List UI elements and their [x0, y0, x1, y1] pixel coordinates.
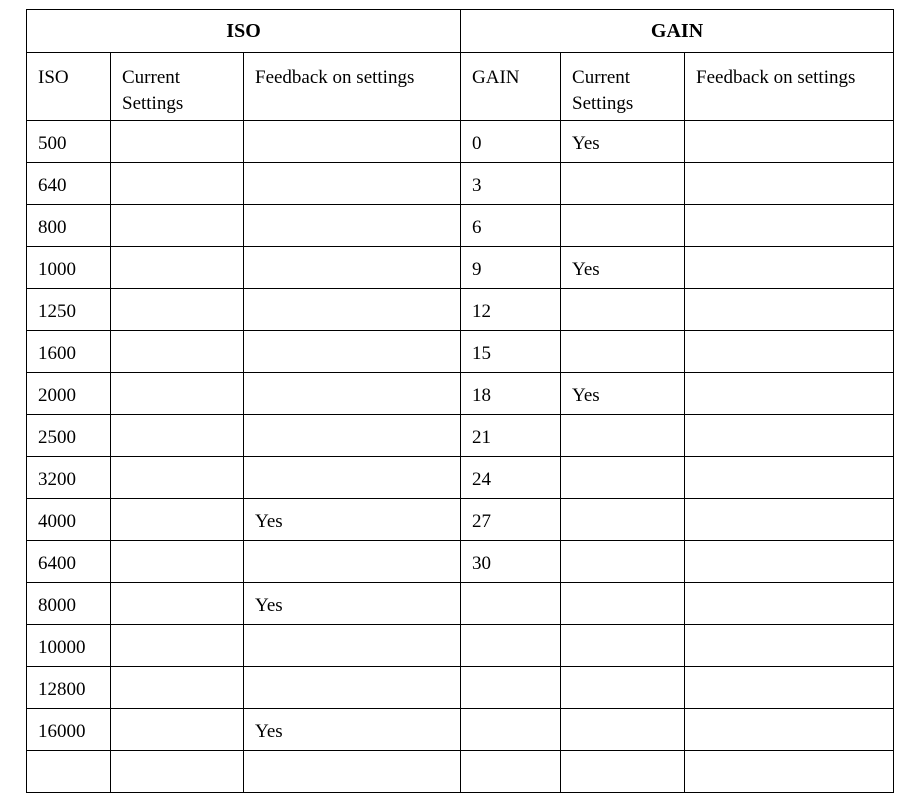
iso-current-settings-cell: [111, 499, 244, 541]
iso-current-settings-cell: [111, 709, 244, 751]
group-header-row: [27, 10, 894, 53]
gain-feedback-cell: [685, 709, 894, 751]
column-header-row: [27, 53, 894, 121]
iso-current-settings-cell: [111, 331, 244, 373]
gain-current-settings-cell: Yes: [561, 373, 685, 415]
gain-feedback-cell: [685, 373, 894, 415]
gain-current-settings-cell: [561, 709, 685, 751]
gain-feedback-cell: [685, 121, 894, 163]
gain-current-settings-cell: [561, 415, 685, 457]
iso-current-settings-cell: [111, 583, 244, 625]
iso-value-cell: 640: [27, 163, 111, 205]
iso-current-settings-cell: [111, 667, 244, 709]
gain-current-settings-cell: [561, 163, 685, 205]
gain-value-cell: 0: [461, 121, 561, 163]
column-header-iso-current-settings: Current Settings: [111, 53, 244, 121]
gain-current-settings-cell: [561, 499, 685, 541]
gain-value-cell: [461, 583, 561, 625]
column-header-iso: ISO: [27, 53, 111, 121]
gain-feedback-cell: [685, 415, 894, 457]
column-header-gain: GAIN: [461, 53, 561, 121]
table-row: [27, 457, 894, 499]
gain-group-header: GAIN: [461, 10, 894, 53]
gain-current-settings-cell: [561, 457, 685, 499]
gain-current-settings-cell: [561, 751, 685, 793]
gain-value-cell: 27: [461, 499, 561, 541]
table-row: [27, 667, 894, 709]
table-row: [27, 751, 894, 793]
gain-value-cell: 6: [461, 205, 561, 247]
iso-feedback-cell: Yes: [244, 709, 461, 751]
iso-feedback-cell: [244, 247, 461, 289]
gain-feedback-cell: [685, 583, 894, 625]
iso-feedback-cell: [244, 457, 461, 499]
gain-feedback-cell: [685, 667, 894, 709]
iso-value-cell: 6400: [27, 541, 111, 583]
iso-feedback-cell: [244, 205, 461, 247]
iso-feedback-cell: [244, 751, 461, 793]
gain-value-cell: 12: [461, 289, 561, 331]
table-row: [27, 163, 894, 205]
iso-value-cell: [27, 751, 111, 793]
gain-value-cell: 30: [461, 541, 561, 583]
table-row: [27, 331, 894, 373]
gain-current-settings-cell: [561, 583, 685, 625]
iso-feedback-cell: [244, 541, 461, 583]
gain-value-cell: 18: [461, 373, 561, 415]
gain-feedback-cell: [685, 625, 894, 667]
table-row: [27, 205, 894, 247]
gain-value-cell: 24: [461, 457, 561, 499]
iso-feedback-cell: [244, 289, 461, 331]
iso-value-cell: 800: [27, 205, 111, 247]
gain-current-settings-cell: [561, 667, 685, 709]
iso-value-cell: 1250: [27, 289, 111, 331]
gain-feedback-cell: [685, 499, 894, 541]
iso-feedback-cell: [244, 415, 461, 457]
table-row: [27, 121, 894, 163]
table-row: [27, 709, 894, 751]
iso-feedback-cell: Yes: [244, 499, 461, 541]
gain-current-settings-cell: Yes: [561, 247, 685, 289]
iso-current-settings-cell: [111, 415, 244, 457]
iso-current-settings-cell: [111, 751, 244, 793]
table-row: [27, 541, 894, 583]
gain-value-cell: [461, 625, 561, 667]
gain-feedback-cell: [685, 289, 894, 331]
gain-value-cell: [461, 751, 561, 793]
gain-value-cell: 3: [461, 163, 561, 205]
table-row: [27, 247, 894, 289]
gain-value-cell: 9: [461, 247, 561, 289]
table-row: [27, 583, 894, 625]
gain-current-settings-cell: [561, 331, 685, 373]
gain-value-cell: 21: [461, 415, 561, 457]
iso-value-cell: 12800: [27, 667, 111, 709]
iso-current-settings-cell: [111, 163, 244, 205]
table-body: [27, 121, 894, 793]
gain-current-settings-cell: Yes: [561, 121, 685, 163]
iso-feedback-cell: Yes: [244, 583, 461, 625]
gain-value-cell: [461, 709, 561, 751]
iso-current-settings-cell: [111, 625, 244, 667]
gain-feedback-cell: [685, 205, 894, 247]
iso-value-cell: 1600: [27, 331, 111, 373]
iso-current-settings-cell: [111, 457, 244, 499]
table-row: [27, 373, 894, 415]
gain-feedback-cell: [685, 541, 894, 583]
iso-value-cell: 4000: [27, 499, 111, 541]
iso-value-cell: 3200: [27, 457, 111, 499]
iso-value-cell: 10000: [27, 625, 111, 667]
gain-value-cell: [461, 667, 561, 709]
gain-feedback-cell: [685, 247, 894, 289]
iso-current-settings-cell: [111, 121, 244, 163]
column-header-gain-feedback: Feedback on settings: [685, 53, 894, 121]
iso-group-header: ISO: [27, 10, 461, 53]
gain-feedback-cell: [685, 457, 894, 499]
iso-feedback-cell: [244, 121, 461, 163]
table-row: [27, 625, 894, 667]
gain-current-settings-cell: [561, 541, 685, 583]
iso-current-settings-cell: [111, 247, 244, 289]
gain-feedback-cell: [685, 163, 894, 205]
table-row: [27, 499, 894, 541]
iso-current-settings-cell: [111, 373, 244, 415]
iso-feedback-cell: [244, 163, 461, 205]
iso-feedback-cell: [244, 331, 461, 373]
iso-value-cell: 2000: [27, 373, 111, 415]
iso-value-cell: 1000: [27, 247, 111, 289]
gain-feedback-cell: [685, 331, 894, 373]
gain-current-settings-cell: [561, 289, 685, 331]
gain-value-cell: 15: [461, 331, 561, 373]
column-header-gain-current-settings: Current Settings: [561, 53, 685, 121]
iso-value-cell: 16000: [27, 709, 111, 751]
settings-table: [26, 9, 894, 793]
table-row: [27, 415, 894, 457]
iso-feedback-cell: [244, 625, 461, 667]
column-header-iso-feedback: Feedback on settings: [244, 53, 461, 121]
gain-feedback-cell: [685, 751, 894, 793]
iso-value-cell: 2500: [27, 415, 111, 457]
iso-current-settings-cell: [111, 541, 244, 583]
iso-current-settings-cell: [111, 289, 244, 331]
iso-feedback-cell: [244, 373, 461, 415]
table-row: [27, 289, 894, 331]
gain-current-settings-cell: [561, 625, 685, 667]
iso-feedback-cell: [244, 667, 461, 709]
iso-value-cell: 500: [27, 121, 111, 163]
iso-current-settings-cell: [111, 205, 244, 247]
gain-current-settings-cell: [561, 205, 685, 247]
iso-value-cell: 8000: [27, 583, 111, 625]
